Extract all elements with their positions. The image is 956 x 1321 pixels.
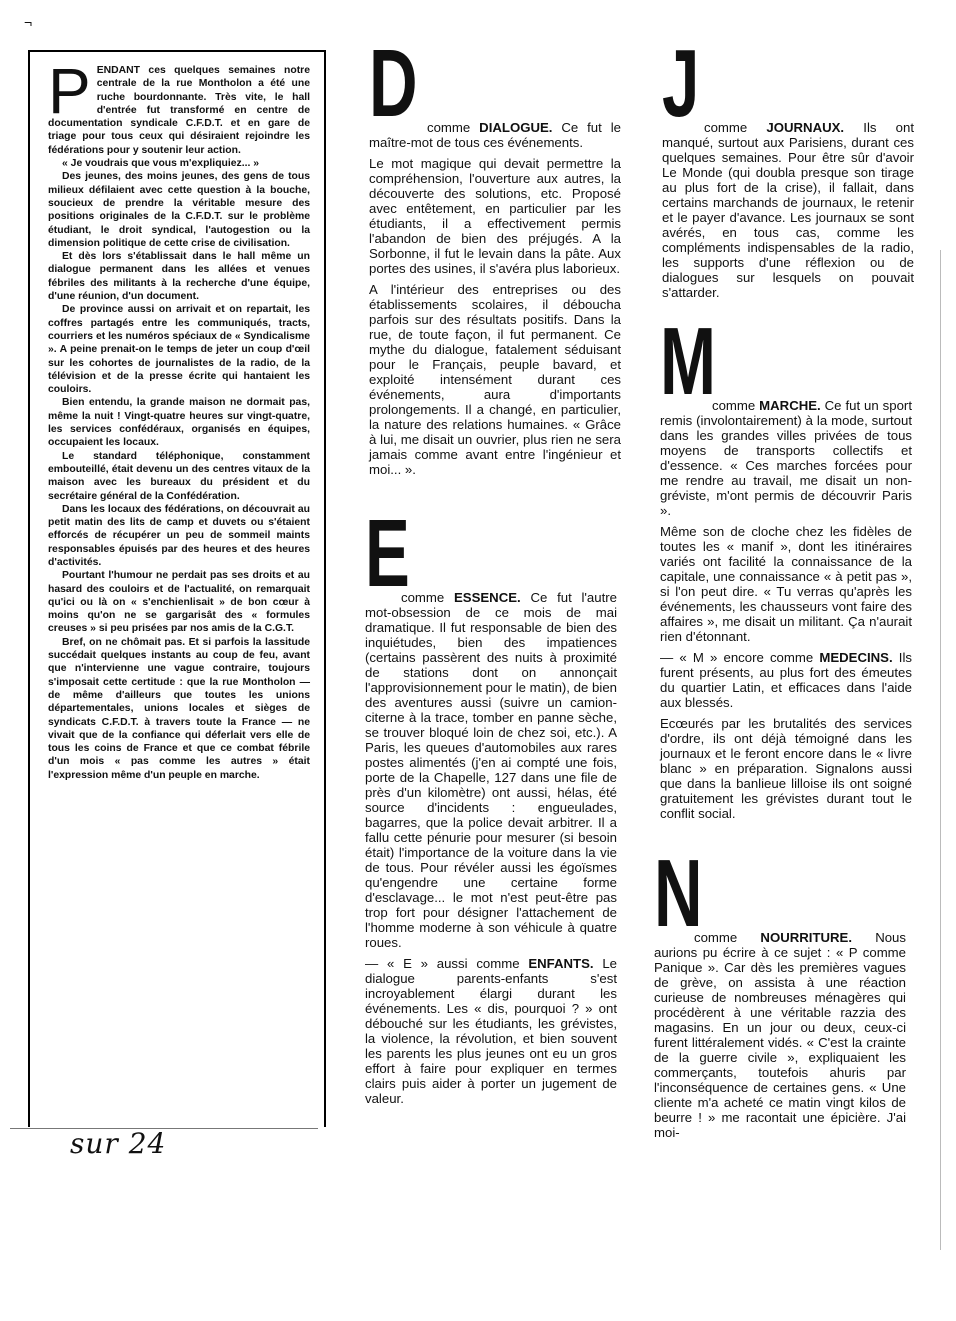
- entry-m-sub: [660, 650, 912, 710]
- big-letter-m: M: [660, 308, 716, 415]
- entry-m-lead: [660, 398, 912, 518]
- entry-j-lead: [662, 120, 914, 300]
- sidebar-paragraph: Bien entendu, la grande maison ne dormait pas, même la nuit ! Vingt-quatre heures sur vingt-quatre, les services confédéraux, organisés en équipes, occupaient les locaux.: [48, 397, 310, 449]
- handwritten-note: sur 24: [70, 1127, 167, 1160]
- big-letter-j: J: [662, 30, 700, 137]
- entry-text: Ce fut le maître-mot de tous ces événements.: [369, 120, 621, 150]
- entry-subtext: Le dialogue parents-enfants s'est incroyablement élargi durant les événements. Les « dis, pourquoi ? » ont débouché sur les étudiants, les grévistes, la violence, la révolution, et bien souvent les parents les plus jeunes ont eu un gros effort à faire pour expliquer en termes clairs puis aider à porter un jugement de valeur.: [365, 956, 617, 1106]
- entry-e-lead: [365, 590, 617, 950]
- entry-head: comme: [694, 930, 761, 945]
- entry-j: [662, 30, 914, 306]
- entry-keyword: JOURNAUX.: [766, 120, 845, 135]
- entry-m: [660, 308, 912, 827]
- entry-d: [369, 30, 621, 483]
- sidebar-paragraph: Et dès lors s'établissait dans le hall même un dialogue permanent dans les allées et venues fébriles des militants à la recherche d'une équipe, d'une réunion, d'un document.: [48, 251, 310, 303]
- entry-head: comme: [427, 120, 480, 135]
- entry-d-paragraph: Le mot magique qui devait permettre la compréhension, l'ouverture aux autres, la découverte des solutions, etc. Proposé avec entêtement, en particulier par les étudiants, il a effectivement permis l'abandon de bien des préjugés. A la Sorbonne, il fut le levain dans la pâte. Aux portes des usines, il s'avéra plus laborieux.: [369, 156, 621, 276]
- entry-keyword: MARCHE.: [759, 398, 821, 413]
- sidebar-paragraph: ENDANT ces quelques semaines notre centrale de la rue Montholon a été une ruche bourdonnante. Très vite, le hall d'entrée fut transformé en centre de documentation syndicale C.F.D.T. et en gare de triage pour tous ceux qui désiraient rejoindre les fédérations pour y soutenir leur action.: [48, 65, 310, 156]
- sidebar-dropcap: P: [48, 55, 91, 127]
- entry-n: [654, 840, 906, 1146]
- entry-keyword: NOURRITURE.: [760, 930, 853, 945]
- entry-text: Ce fut l'autre mot-obsession de ce mois de mai dramatique. Il fut responsable de bien des inquiétudes, bien des impatiences (certains passèrent des nuits à proximité de stations dont on annonçait l'approvisionnement pour le matin), de bien des aventures aussi (suivre un camion-citerne à la trace, tomber en panne sèche, se trouver bloqué loin de chez soi, etc.). A Paris, les queues d'automobiles aux rares postes alimentés (j'en ai compté une fois, porte de la Chapelle, 127 dans une file de près d'un kilomètre) ont aussi, hélas, été source d'incidents : engueulades, bagarres, que la police devait arbitrer. Il a fallu cette pénurie pour mesurer (si besoin était) l'importance de la voiture dans la vie de tous. Pour révéler aussi les égoïsmes qu'engendre une certaine forme d'esclavage... le mot n'est peut-être pas trop fort pour désigner l'attachement de l'homme moderne à son véhicule à quatre roues.: [365, 590, 617, 950]
- big-letter-n: N: [654, 840, 703, 947]
- entry-keyword: ESSENCE.: [454, 590, 521, 605]
- entry-head: comme: [712, 398, 760, 413]
- sidebar-paragraph: De province aussi on arrivait et on repartait, les coffres partagés entre les communiqués, tracts, courriers et les numéros spéciaux de « Syndicalisme ». A peine prenait-on le temps de jeter un coup d'œil sur les cohortes de journalistes de la radio, de la télévision et de la presse écrite qui hantaient les couloirs.: [48, 304, 310, 396]
- big-letter-e: E: [365, 500, 410, 607]
- sidebar-paragraph: Pourtant l'humour ne perdait pas ses droits et au hasard des couloirs et de l'actualité, on remarquait qu'ici ou là on « s'enchienlisait » de bon cœur à moins qu'on ne se gargarisât des « formules creuses » si peu prisées par nos amis de la C.G.T.: [48, 570, 310, 635]
- entry-head: comme: [401, 590, 454, 605]
- sidebar-paragraph: « Je voudrais que vous m'expliquiez... »: [62, 158, 260, 170]
- sidebar-box: [28, 50, 326, 1160]
- entry-subhead: — « E » aussi comme: [365, 956, 529, 971]
- big-letter-d: D: [369, 30, 418, 137]
- entry-subhead: — « M » encore comme: [660, 650, 820, 665]
- page-mark: ¬: [24, 14, 33, 30]
- sidebar-text: [48, 55, 310, 782]
- entry-subtext: Ils furent présents, au plus fort des émeutes du quartier Latin, et efficaces dans l'aide aux blessés.: [660, 650, 912, 710]
- entry-keyword: DIALOGUE.: [479, 120, 553, 135]
- sidebar-paragraph: Dans les locaux des fédérations, on découvrait au petit matin des lits de camp et duvets ou s'étaient efforcés de récupérer un peu de sommeil maints responsables épuisés par des heures et des heures d'activités.: [48, 503, 310, 568]
- entry-subkeyword: MEDECINS.: [819, 650, 893, 665]
- entry-e: [365, 500, 617, 1112]
- entry-text: Ils ont manqué, surtout aux Parisiens, durant ces quelques semaines. Pour être sûr d'avoir Le Monde (qui doubla presque son tirage au plus fort de la crise), il fallait, dans certains marchands de journaux, le retenir et le payer d'avance. Les journaux se sont avérés, en tous cas, comme les compléments indispensables de la radio, les supports d'une réflexion ou de dialogues sur lesquels on pouvait s'attarder.: [662, 120, 914, 300]
- entry-subkeyword: ENFANTS.: [528, 956, 594, 971]
- entry-n-lead: [654, 930, 906, 1140]
- right-edge-line: [940, 250, 941, 1250]
- sidebar-paragraph: Bref, on ne chômait pas. Et si parfois la lassitude succédait quelques instants au coup de feu, avant que n'intervienne une vague contraire, toujours s'imposait cette certitude : que la rue Montholon — de même d'ailleurs que toutes les unions départementales, unions locales et sièges de syndicats C.F.D.T. à travers toute la France — ne vivait que de la confiance qui déferlait vers elle de tous les coins de France et que ce combat fébrile d'un mois « pas comme les autres » était l'expression même d'un peuple en marche.: [48, 636, 310, 781]
- sidebar-paragraph: Des jeunes, des moins jeunes, des gens de tous milieux défilaient avec cette question à la bouche, soucieux de prendre la véritable mesure des positions originales de la C.F.D.T. sur le problème étudiant, le droit syndical, l'autogestion ou la dimension politique de cette crise de civilisation.: [48, 171, 310, 249]
- entry-head: comme: [704, 120, 767, 135]
- entry-text: Ce fut un sport remis (involontairement) à la mode, surtout dans les grandes villes privées de tous moyens de transports collectifs et d'essence. « Ces marches forcées pour me rendre au travail, me disait un non-gréviste, m'ont permis de découvrir Paris ».: [660, 398, 912, 518]
- sidebar-paragraph: Le standard téléphonique, constamment embouteillé, était devenu un des centres vitaux de la maison avec les bureaux du président et du secrétaire général de la Confédération.: [48, 450, 310, 502]
- bottom-rule: [10, 1128, 318, 1129]
- entry-text: Nous aurions pu écrire à ce sujet : « P comme Panique ». Car dès les premières vagues de grève, on assista à une réaction curieuse de nombreuses ménagères qui procédèrent à une véritable razzia des magasins. En un jour ou deux, ceux-ci furent littéralement vidés. « C'est la crainte de la guerre civile », expliquaient les commerçants, toutefois ahuris par l'inconséquence de certaines gens. « Une cliente m'a acheté ce matin vingt kilos de beurre ! » me racontait une épicière. J'ai moi-: [654, 930, 906, 1140]
- entry-m-paragraph: Ecœurés par les brutalités des services d'ordre, ils ont déjà témoigné dans les journaux et le feront encore dans le « livre blanc » en préparation. Signalons aussi que dans la banlieue lilloise ils ont soigné gratuitement les grévistes durant tout le conflit social.: [660, 716, 912, 821]
- entry-e-sub: [365, 956, 617, 1106]
- entry-m-paragraph: Même son de cloche chez les fidèles de toutes les « manif », dont les itinéraires variés ont facilité la connaissance de la capitale, une connaissance « à petit pas », si l'on peut dire. « Tu verras qu'après les événements, les chausseurs vont faire des affaires », me disait un militant. Ça n'aurait rien d'étonnant.: [660, 524, 912, 644]
- entry-d-paragraph: A l'intérieur des entreprises ou des établissements scolaires, il déboucha parfois sur des résultats positifs. Dans la rue, de toute façon, il fut permanent. Ce mythe du dialogue, fatalement séduisant pour le Français, peuple bavard, et exploité intensément durant ces événements, aura d'importants prolongements. Il a changé, en particulier, la nature des relations humaines. « Grâce à lui, me disait un ouvrier, plus rien ne sera jamais comme avant entre l'ingénieur et moi... ».: [369, 282, 621, 477]
